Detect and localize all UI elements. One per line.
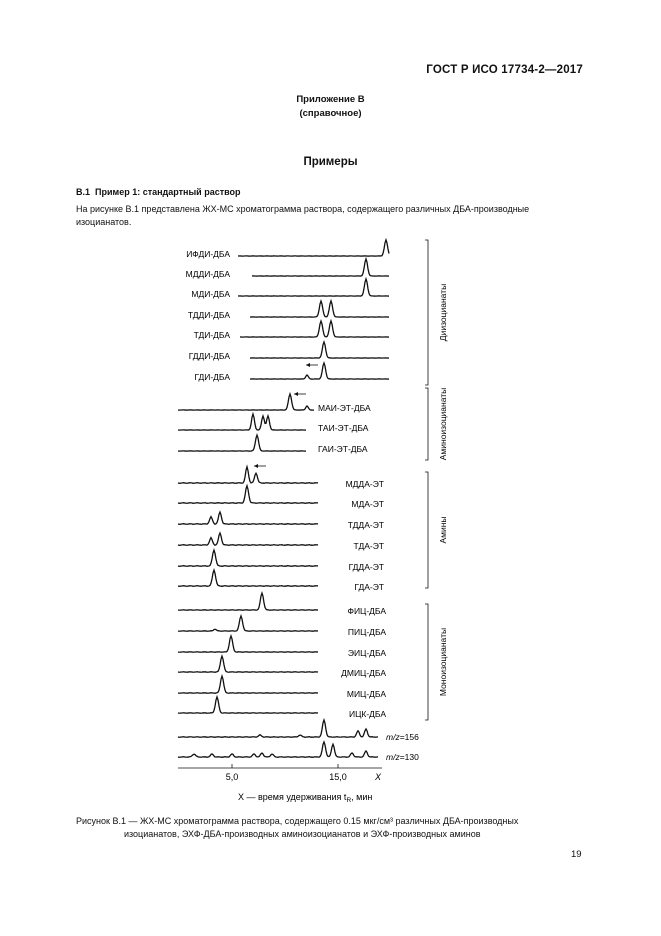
trace-amine-5 [178,550,318,566]
trace-diiso-1 [238,240,389,256]
trace-amine-1 [178,467,318,484]
trace-label-amine-4: ТДА-ЭТ [353,541,384,551]
trace-mz-1 [178,720,378,737]
standard-header: ГОСТ Р ИСО 17734-2—2017 [426,64,583,76]
trace-label-amine-1: МДДА-ЭТ [345,479,384,489]
trace-amino-2 [178,414,306,430]
trace-label-mz-1 [386,732,419,742]
shift-arrow-2-head [294,392,298,396]
x-label-main: X — время удерживания t [238,792,347,802]
shift-arrow-1-head [306,363,310,367]
trace-diiso-7 [250,363,389,379]
trace-label-mono-6: ИЦК-ДБА [349,709,386,719]
trace-mono-3 [178,636,318,652]
x-axis-symbol: X [374,772,382,782]
trace-amino-3 [178,435,306,451]
trace-label-diiso-4: ТДДИ-ДБА [187,310,230,320]
group-bracket-1 [425,240,428,385]
group-bracket-3 [425,472,428,588]
trace-label-amine-3: ТДДА-ЭТ [347,520,384,530]
trace-label-mono-4: ДМИЦ-ДБА [341,668,386,678]
trace-label-mono-2: ПИЦ-ДБА [347,627,386,637]
trace-label-amine-5: ГДДА-ЭТ [348,562,384,572]
trace-amine-2 [178,486,318,504]
mz-value-2: =130 [399,752,419,762]
trace-amine-3 [178,512,318,524]
mz-value-1: =156 [399,732,419,742]
caption-line-1: Рисунок В.1 — ЖХ-МС хроматограмма раствора, содержащего 0.15 мкг/см³ различных ДБА-производных [76,816,519,826]
appendix-subtitle: (справочное) [299,108,362,119]
trace-label-amino-3: ГАИ-ЭТ-ДБА [318,444,368,454]
trace-label-mono-1: ФИЦ-ДБА [347,606,386,616]
group-title-4: Моноизоцианаты [438,627,448,697]
group-title-2: Аминоизоцианаты [438,387,448,461]
trace-diiso-5 [240,321,389,337]
subsection-number: В.1 [76,187,91,197]
trace-diiso-2 [252,259,389,276]
trace-mono-6 [178,697,318,713]
trace-diiso-4 [250,301,389,317]
trace-label-diiso-3: МДИ-ДБА [191,289,230,299]
trace-label-diiso-6: ГДДИ-ДБА [188,351,230,361]
appendix-title: Приложение В [296,94,365,105]
trace-mz-2 [178,742,378,757]
figure-caption [76,815,596,841]
page-number: 19 [571,849,582,860]
x-tick-label-1: 5,0 [225,772,239,782]
x-tick-label-2: 15,0 [329,772,347,782]
trace-mono-2 [178,616,318,631]
trace-mono-4 [178,656,318,672]
paragraph-line-1: На рисунке В.1 представлена ЖХ-МС хроматограмма раствора, содержащего различных ДБА-производные [76,204,530,214]
paragraph-line-2: изоцианатов. [76,217,132,227]
trace-label-mono-5: МИЦ-ДБА [346,689,386,699]
trace-mono-1 [178,593,318,610]
trace-mono-5 [178,676,318,693]
trace-amino-1 [178,394,314,410]
trace-label-amine-6: ГДА-ЭТ [354,582,384,592]
subsection-title: Пример 1: стандартный раствор [95,187,241,197]
trace-label-diiso-5: ТДИ-ДБА [193,330,230,340]
trace-label-mz-2 [386,752,419,762]
shift-arrow-3-head [254,464,258,468]
x-label-sub: R [346,797,352,804]
trace-diiso-3 [238,279,389,296]
group-title-1: Диизоцианаты [438,283,448,342]
section-title: Примеры [303,156,358,168]
mz-prefix-1: m/z [386,732,400,742]
trace-label-amine-2: МДА-ЭТ [351,499,384,509]
trace-label-amino-1: МАИ-ЭТ-ДБА [318,403,371,413]
trace-diiso-6 [250,342,389,358]
trace-label-mono-3: ЭИЦ-ДБА [347,648,386,658]
x-label-unit: , мин [351,792,373,802]
trace-amine-6 [178,570,318,586]
group-brackets [425,240,448,720]
group-bracket-4 [425,604,428,720]
group-bracket-2 [425,388,428,460]
trace-amine-4 [178,533,318,545]
mz-prefix-2: m/z [386,752,400,762]
caption-line-2: изоцианатов, ЭХФ-ДБА-производных аминоизоцианатов и ЭХФ-производных аминов [124,829,481,839]
x-axis-label [238,792,372,804]
trace-label-diiso-2: МДДИ-ДБА [185,269,230,279]
trace-label-amino-2: ТАИ-ЭТ-ДБА [318,423,369,433]
trace-label-diiso-1: ИФДИ-ДБА [186,249,230,259]
x-axis [178,764,382,804]
trace-label-diiso-7: ГДИ-ДБА [194,372,230,382]
group-title-3: Амины [438,516,448,544]
